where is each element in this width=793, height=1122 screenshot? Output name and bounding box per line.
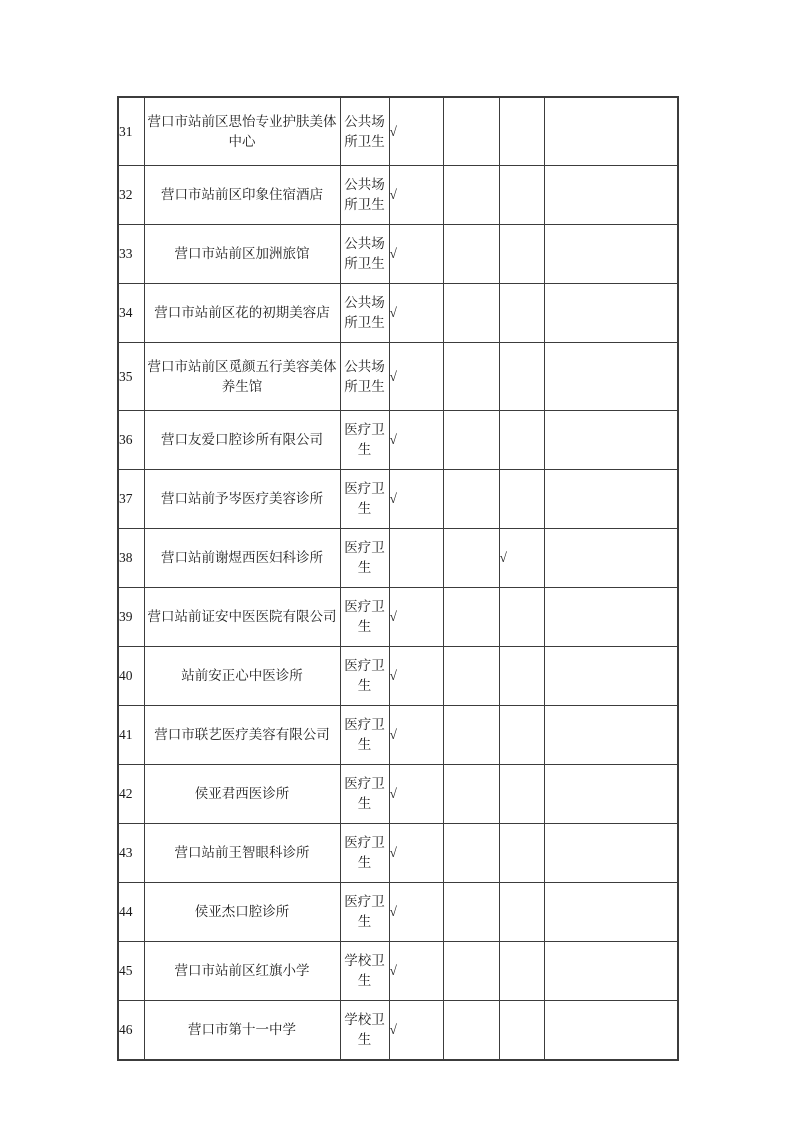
row-number-cell: 35 xyxy=(118,343,144,411)
check-cell xyxy=(544,97,678,166)
check-cell xyxy=(544,529,678,588)
check-cell: √ xyxy=(389,166,443,225)
check-cell: √ xyxy=(389,284,443,343)
org-name-cell: 侯亚杰口腔诊所 xyxy=(144,883,340,942)
check-cell xyxy=(443,166,499,225)
table-row xyxy=(118,411,678,470)
check-cell xyxy=(544,883,678,942)
org-name-cell: 营口市站前区印象住宿酒店 xyxy=(144,166,340,225)
table-row xyxy=(118,647,678,706)
row-number-cell: 40 xyxy=(118,647,144,706)
check-cell xyxy=(544,284,678,343)
category-cell: 学校卫生 xyxy=(340,942,389,1001)
row-number-cell: 41 xyxy=(118,706,144,765)
check-cell xyxy=(499,411,544,470)
table-body xyxy=(118,97,678,1060)
org-name-cell: 营口市第十一中学 xyxy=(144,1001,340,1061)
category-cell: 医疗卫生 xyxy=(340,529,389,588)
check-cell xyxy=(443,824,499,883)
check-cell xyxy=(544,647,678,706)
check-cell xyxy=(443,588,499,647)
row-number-cell: 31 xyxy=(118,97,144,166)
category-cell: 医疗卫生 xyxy=(340,824,389,883)
category-cell: 医疗卫生 xyxy=(340,470,389,529)
check-cell xyxy=(544,411,678,470)
check-cell: √ xyxy=(499,529,544,588)
check-cell xyxy=(443,942,499,1001)
category-cell: 医疗卫生 xyxy=(340,588,389,647)
category-cell: 公共场所卫生 xyxy=(340,225,389,284)
check-cell: √ xyxy=(389,647,443,706)
table-row xyxy=(118,824,678,883)
check-cell xyxy=(544,706,678,765)
row-number-cell: 33 xyxy=(118,225,144,284)
check-cell xyxy=(499,647,544,706)
org-name-cell: 营口市站前区觅颜五行美容美体养生馆 xyxy=(144,343,340,411)
check-cell xyxy=(544,1001,678,1061)
check-cell xyxy=(544,470,678,529)
row-number-cell: 46 xyxy=(118,1001,144,1061)
check-cell: √ xyxy=(389,97,443,166)
table-row xyxy=(118,284,678,343)
check-cell: √ xyxy=(389,470,443,529)
row-number-cell: 44 xyxy=(118,883,144,942)
category-cell: 医疗卫生 xyxy=(340,647,389,706)
row-number-cell: 37 xyxy=(118,470,144,529)
check-cell xyxy=(499,225,544,284)
check-cell: √ xyxy=(389,883,443,942)
category-cell: 医疗卫生 xyxy=(340,765,389,824)
table-row xyxy=(118,470,678,529)
category-cell: 学校卫生 xyxy=(340,1001,389,1061)
row-number-cell: 38 xyxy=(118,529,144,588)
category-cell: 医疗卫生 xyxy=(340,883,389,942)
table-row xyxy=(118,588,678,647)
check-cell: √ xyxy=(389,765,443,824)
check-cell xyxy=(499,765,544,824)
category-cell: 公共场所卫生 xyxy=(340,166,389,225)
table-row xyxy=(118,225,678,284)
check-cell xyxy=(499,166,544,225)
row-number-cell: 43 xyxy=(118,824,144,883)
check-cell xyxy=(499,706,544,765)
row-number-cell: 42 xyxy=(118,765,144,824)
check-cell: √ xyxy=(389,706,443,765)
check-cell xyxy=(443,284,499,343)
org-name-cell: 营口站前王智眼科诊所 xyxy=(144,824,340,883)
check-cell xyxy=(544,343,678,411)
check-cell: √ xyxy=(389,1001,443,1061)
category-cell: 公共场所卫生 xyxy=(340,284,389,343)
org-name-cell: 营口市站前区红旗小学 xyxy=(144,942,340,1001)
check-cell xyxy=(499,97,544,166)
org-name-cell: 侯亚君西医诊所 xyxy=(144,765,340,824)
check-cell xyxy=(499,470,544,529)
check-cell xyxy=(499,284,544,343)
check-cell xyxy=(499,824,544,883)
table-row xyxy=(118,942,678,1001)
org-name-cell: 营口友爱口腔诊所有限公司 xyxy=(144,411,340,470)
check-cell xyxy=(544,588,678,647)
row-number-cell: 34 xyxy=(118,284,144,343)
check-cell xyxy=(499,588,544,647)
check-cell xyxy=(544,225,678,284)
org-name-cell: 营口市站前区思怡专业护肤美体中心 xyxy=(144,97,340,166)
category-cell: 公共场所卫生 xyxy=(340,97,389,166)
inspection-table xyxy=(117,96,679,1061)
check-cell xyxy=(499,942,544,1001)
check-cell: √ xyxy=(389,824,443,883)
table-row xyxy=(118,97,678,166)
org-name-cell: 营口站前予岑医疗美容诊所 xyxy=(144,470,340,529)
check-cell xyxy=(499,343,544,411)
check-cell xyxy=(443,1001,499,1061)
check-cell xyxy=(389,529,443,588)
check-cell xyxy=(544,942,678,1001)
check-cell: √ xyxy=(389,588,443,647)
org-name-cell: 营口市站前区加洲旅馆 xyxy=(144,225,340,284)
check-cell xyxy=(443,883,499,942)
check-cell xyxy=(443,647,499,706)
category-cell: 医疗卫生 xyxy=(340,411,389,470)
org-name-cell: 营口市联艺医疗美容有限公司 xyxy=(144,706,340,765)
check-cell: √ xyxy=(389,942,443,1001)
table-row xyxy=(118,765,678,824)
check-cell: √ xyxy=(389,225,443,284)
table-row xyxy=(118,343,678,411)
check-cell xyxy=(443,97,499,166)
check-cell: √ xyxy=(389,343,443,411)
check-cell xyxy=(443,529,499,588)
check-cell xyxy=(544,824,678,883)
row-number-cell: 45 xyxy=(118,942,144,1001)
table-row xyxy=(118,166,678,225)
check-cell xyxy=(443,225,499,284)
check-cell xyxy=(443,765,499,824)
org-name-cell: 营口站前证安中医医院有限公司 xyxy=(144,588,340,647)
org-name-cell: 营口市站前区花的初期美容店 xyxy=(144,284,340,343)
check-cell xyxy=(443,470,499,529)
org-name-cell: 营口站前谢煜西医妇科诊所 xyxy=(144,529,340,588)
check-cell xyxy=(499,1001,544,1061)
table-row xyxy=(118,529,678,588)
check-cell xyxy=(443,343,499,411)
category-cell: 医疗卫生 xyxy=(340,706,389,765)
check-cell xyxy=(499,883,544,942)
category-cell: 公共场所卫生 xyxy=(340,343,389,411)
row-number-cell: 39 xyxy=(118,588,144,647)
table-row xyxy=(118,883,678,942)
check-cell xyxy=(544,166,678,225)
check-cell: √ xyxy=(389,411,443,470)
row-number-cell: 32 xyxy=(118,166,144,225)
org-name-cell: 站前安正心中医诊所 xyxy=(144,647,340,706)
check-cell xyxy=(443,706,499,765)
table-row xyxy=(118,1001,678,1061)
check-cell xyxy=(544,765,678,824)
row-number-cell: 36 xyxy=(118,411,144,470)
check-cell xyxy=(443,411,499,470)
table-row xyxy=(118,706,678,765)
